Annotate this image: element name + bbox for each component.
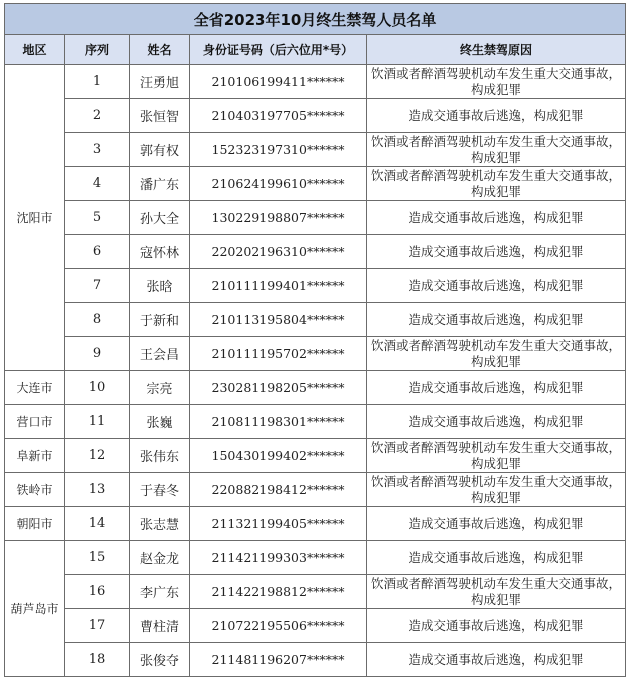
seq-cell: 3: [65, 133, 130, 167]
name-cell: 孙大全: [130, 201, 190, 235]
name-cell: 王会昌: [130, 337, 190, 371]
region-cell: 沈阳市: [5, 65, 65, 371]
reason-cell: 造成交通事故后逃逸，构成犯罪: [367, 235, 626, 269]
id-cell: 210111195702******: [190, 337, 367, 371]
id-cell: 230281198205******: [190, 371, 367, 405]
table-row: [5, 269, 626, 303]
region-cell: 营口市: [5, 405, 65, 439]
seq-cell: 5: [65, 201, 130, 235]
ban-list-table: [4, 3, 626, 677]
reason-cell: 造成交通事故后逃逸，构成犯罪: [367, 371, 626, 405]
header-row: [5, 35, 626, 65]
reason-cell: 饮酒或者醉酒驾驶机动车发生重大交通事故，构成犯罪: [367, 575, 626, 609]
name-cell: 张志慧: [130, 507, 190, 541]
reason-cell: 造成交通事故后逃逸，构成犯罪: [367, 303, 626, 337]
name-cell: 郭有权: [130, 133, 190, 167]
seq-cell: 10: [65, 371, 130, 405]
region-cell: 铁岭市: [5, 473, 65, 507]
name-cell: 张晗: [130, 269, 190, 303]
seq-cell: 17: [65, 609, 130, 643]
name-cell: 李广东: [130, 575, 190, 609]
table-row: [5, 133, 626, 167]
reason-cell: 造成交通事故后逃逸，构成犯罪: [367, 99, 626, 133]
header-seq: 序列: [65, 35, 130, 65]
table-row: [5, 507, 626, 541]
reason-cell: 造成交通事故后逃逸，构成犯罪: [367, 201, 626, 235]
seq-cell: 12: [65, 439, 130, 473]
name-cell: 张巍: [130, 405, 190, 439]
reason-cell: 造成交通事故后逃逸，构成犯罪: [367, 541, 626, 575]
id-cell: 150430199402******: [190, 439, 367, 473]
seq-cell: 1: [65, 65, 130, 99]
seq-cell: 9: [65, 337, 130, 371]
license-ban-sheet: [4, 3, 625, 677]
region-cell: 阜新市: [5, 439, 65, 473]
table-row: [5, 337, 626, 371]
seq-cell: 16: [65, 575, 130, 609]
table-row: [5, 473, 626, 507]
name-cell: 宗亮: [130, 371, 190, 405]
seq-cell: 6: [65, 235, 130, 269]
seq-cell: 15: [65, 541, 130, 575]
table-row: [5, 643, 626, 677]
region-cell: 朝阳市: [5, 507, 65, 541]
name-cell: 张恒智: [130, 99, 190, 133]
id-cell: 220202196310******: [190, 235, 367, 269]
header-id: 身份证号码（后六位用*号）: [190, 35, 367, 65]
table-row: [5, 65, 626, 99]
table-row: [5, 99, 626, 133]
reason-cell: 饮酒或者醉酒驾驶机动车发生重大交通事故，构成犯罪: [367, 133, 626, 167]
name-cell: 汪勇旭: [130, 65, 190, 99]
id-cell: 210403197705******: [190, 99, 367, 133]
table-row: [5, 371, 626, 405]
table-row: [5, 541, 626, 575]
seq-cell: 2: [65, 99, 130, 133]
seq-cell: 8: [65, 303, 130, 337]
reason-cell: 造成交通事故后逃逸，构成犯罪: [367, 609, 626, 643]
id-cell: 211481196207******: [190, 643, 367, 677]
table-row: [5, 439, 626, 473]
table-row: [5, 575, 626, 609]
table-row: [5, 405, 626, 439]
reason-cell: 饮酒或者醉酒驾驶机动车发生重大交通事故，构成犯罪: [367, 65, 626, 99]
reason-cell: 饮酒或者醉酒驾驶机动车发生重大交通事故，构成犯罪: [367, 439, 626, 473]
seq-cell: 13: [65, 473, 130, 507]
header-name: 姓名: [130, 35, 190, 65]
seq-cell: 7: [65, 269, 130, 303]
name-cell: 寇怀林: [130, 235, 190, 269]
id-cell: 152323197310******: [190, 133, 367, 167]
id-cell: 210111199401******: [190, 269, 367, 303]
region-cell: 大连市: [5, 371, 65, 405]
id-cell: 211422198812******: [190, 575, 367, 609]
seq-cell: 18: [65, 643, 130, 677]
name-cell: 张俊夺: [130, 643, 190, 677]
id-cell: 210722195506******: [190, 609, 367, 643]
name-cell: 于春冬: [130, 473, 190, 507]
id-cell: 210624199610******: [190, 167, 367, 201]
name-cell: 曹柱清: [130, 609, 190, 643]
header-reason: 终生禁驾原因: [367, 35, 626, 65]
reason-cell: 造成交通事故后逃逸，构成犯罪: [367, 269, 626, 303]
reason-cell: 造成交通事故后逃逸，构成犯罪: [367, 405, 626, 439]
reason-cell: 造成交通事故后逃逸，构成犯罪: [367, 507, 626, 541]
table-row: [5, 609, 626, 643]
name-cell: 潘广东: [130, 167, 190, 201]
seq-cell: 14: [65, 507, 130, 541]
name-cell: 赵金龙: [130, 541, 190, 575]
table-title: 全省2023年10月终生禁驾人员名单: [5, 4, 626, 35]
id-cell: 220882198412******: [190, 473, 367, 507]
id-cell: 210106199411******: [190, 65, 367, 99]
id-cell: 211421199303******: [190, 541, 367, 575]
region-cell: 葫芦岛市: [5, 541, 65, 677]
seq-cell: 4: [65, 167, 130, 201]
id-cell: 210811198301******: [190, 405, 367, 439]
seq-cell: 11: [65, 405, 130, 439]
reason-cell: 饮酒或者醉酒驾驶机动车发生重大交通事故，构成犯罪: [367, 337, 626, 371]
reason-cell: 造成交通事故后逃逸，构成犯罪: [367, 643, 626, 677]
header-region: 地区: [5, 35, 65, 65]
id-cell: 210113195804******: [190, 303, 367, 337]
reason-cell: 饮酒或者醉酒驾驶机动车发生重大交通事故，构成犯罪: [367, 473, 626, 507]
table-row: [5, 201, 626, 235]
name-cell: 于新和: [130, 303, 190, 337]
table-row: [5, 167, 626, 201]
table-row: [5, 235, 626, 269]
reason-cell: 饮酒或者醉酒驾驶机动车发生重大交通事故，构成犯罪: [367, 167, 626, 201]
table-row: [5, 303, 626, 337]
id-cell: 211321199405******: [190, 507, 367, 541]
id-cell: 130229198807******: [190, 201, 367, 235]
name-cell: 张伟东: [130, 439, 190, 473]
